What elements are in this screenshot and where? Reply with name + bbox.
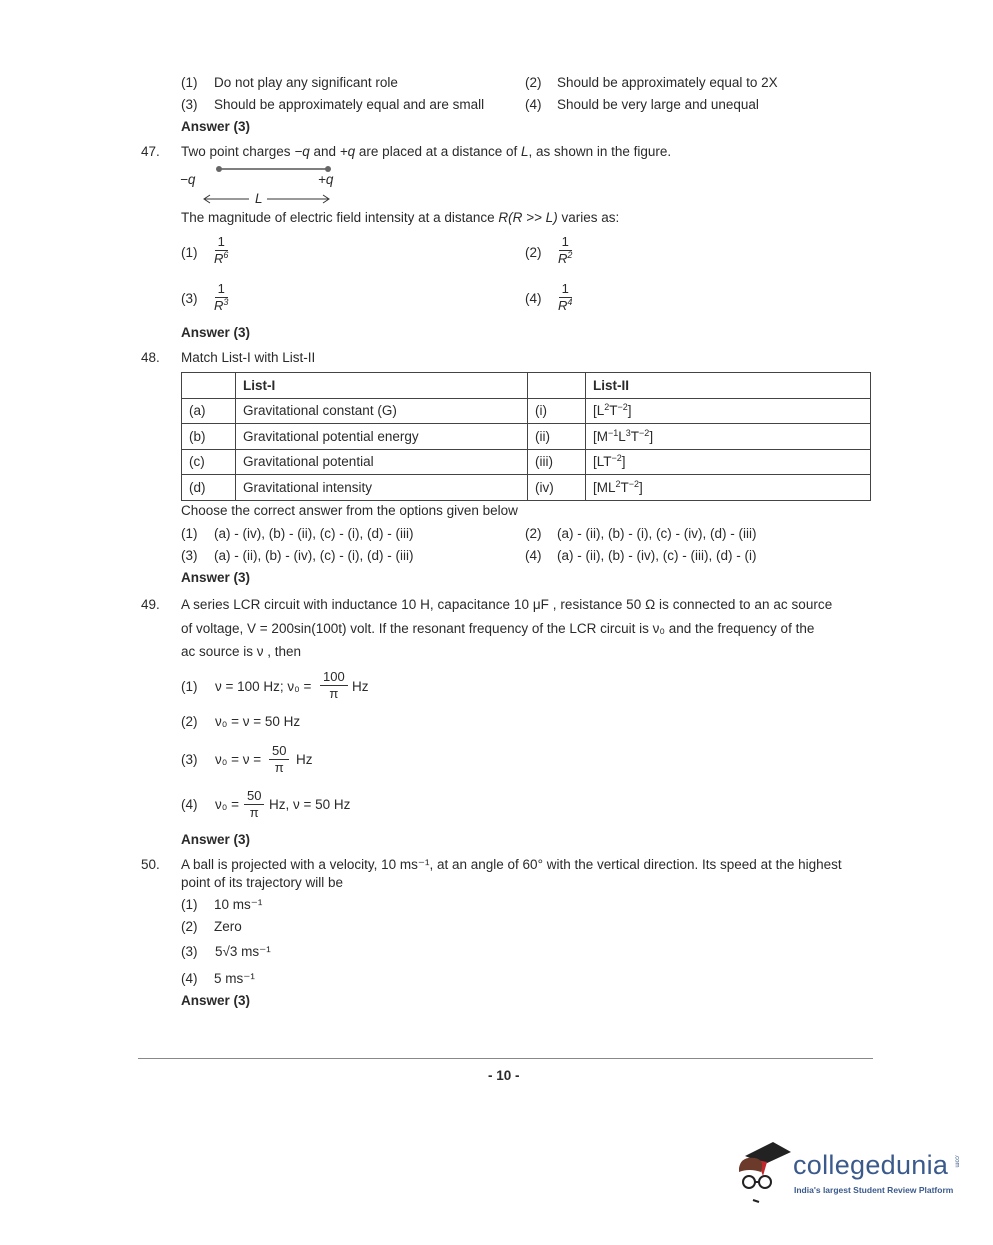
logo-com: .com	[953, 1154, 960, 1168]
logo-tagline: India's largest Student Review Platform	[794, 1185, 954, 1195]
figure-label-neg: −q	[180, 172, 196, 187]
table-row: (a) Gravitational constant (G) (i) $[L^2T^{-2}]$	[182, 398, 871, 424]
instruction: Choose the correct answer from the options given below	[181, 503, 518, 518]
page-number: - 10 -	[488, 1068, 520, 1083]
collegedunia-logo	[735, 1138, 965, 1208]
option-number: (1)	[181, 897, 198, 912]
option-text: ν = 100 Hz; ν₀ =	[215, 679, 312, 694]
option-number: (3)	[181, 291, 198, 306]
question-number: 49.	[141, 597, 160, 612]
fraction: $\frac{1}{R^6}$	[214, 234, 229, 266]
option-text: 10 ms⁻¹	[214, 897, 263, 912]
option-number: (2)	[525, 75, 542, 90]
option-number: (2)	[525, 245, 542, 260]
option-number: (4)	[525, 97, 542, 112]
option-text: (a) - (iv), (b) - (ii), (c) - (i), (d) - (iii)	[214, 526, 414, 541]
option-text: Should be approximately equal to 2X	[557, 75, 778, 90]
fraction: $\frac{1}{R^3}$	[214, 281, 229, 313]
question-text: A series LCR circuit with inductance 10 H, capacitance 10 μF , resistance 50 Ω is connected to an ac source	[181, 597, 833, 612]
option-text: (a) - (ii), (b) - (iv), (c) - (i), (d) - (iii)	[214, 548, 414, 563]
table-row: (c) Gravitational potential (iii) $[LT^{-2}]$	[182, 449, 871, 475]
question-text: Match List-I with List-II	[181, 350, 316, 365]
option-text: ν₀ =	[215, 797, 239, 812]
option-number: (1)	[181, 679, 198, 694]
table-row: (b) Gravitational potential energy (ii) $[M^{-1}L^3T^{-2}]$	[182, 424, 871, 450]
question-text: Two point charges −q and +q are placed at a distance of L, as shown in the figure.	[181, 144, 672, 159]
fraction: $\frac{50}{\pi}$	[269, 743, 289, 776]
option-number: (3)	[181, 97, 198, 112]
answer: Answer (3)	[181, 570, 251, 585]
question-text: of voltage, V = 200sin(100t) volt. If the resonant frequency of the LCR circuit is ν₀ and the frequency of the	[181, 621, 815, 636]
option-text: (a) - (ii), (b) - (iv), (c) - (iii), (d) - (i)	[557, 548, 757, 563]
option-number: (4)	[181, 971, 198, 986]
question-prompt: The magnitude of electric field intensity at a distance R(R >> L) varies as:	[181, 210, 620, 225]
answer: Answer (3)	[181, 325, 251, 340]
mascot-icon	[735, 1138, 795, 1204]
option-number: (3)	[181, 548, 198, 563]
option-text: (a) - (ii), (b) - (i), (c) - (iv), (d) - (iii)	[557, 526, 757, 541]
option-number: (4)	[525, 548, 542, 563]
match-table	[181, 372, 871, 501]
option-text: Zero	[214, 919, 242, 934]
question-number: 47.	[141, 144, 160, 159]
option-number: (1)	[181, 526, 198, 541]
figure-label-pos: +q	[318, 172, 334, 187]
option-text: Should be approximately equal and are small	[214, 97, 485, 112]
option-text: Should be very large and unequal	[557, 97, 759, 112]
fraction: $\frac{100}{\pi}$	[320, 669, 348, 702]
option-number: (3)	[181, 944, 198, 959]
option-text: Do not play any significant role	[214, 75, 398, 90]
question-number: 50.	[141, 857, 160, 872]
fraction: $\frac{1}{R^4}$	[558, 281, 573, 313]
negative-charge-dot	[216, 166, 222, 172]
option-number: (2)	[525, 526, 542, 541]
answer: Answer (3)	[181, 119, 251, 134]
option-unit: Hz	[352, 679, 369, 694]
table-row: (d) Gravitational intensity (iv) $[ML^2T^{-2}]$	[182, 475, 871, 501]
option-number: (3)	[181, 752, 198, 767]
question-text: A ball is projected with a velocity, 10 ms⁻¹, at an angle of 60° with the vertical direction. Its speed at the highest	[181, 857, 842, 872]
option-number: (4)	[525, 291, 542, 306]
option-number: (4)	[181, 797, 198, 812]
option-number: (1)	[181, 245, 198, 260]
option-text: ν₀ = ν =	[215, 752, 262, 767]
option-number: (1)	[181, 75, 198, 90]
footer-divider	[138, 1058, 873, 1059]
fraction: $\frac{1}{R^2}$	[558, 234, 573, 266]
option-text: ν₀ = ν = 50 Hz	[215, 714, 301, 729]
logo-wordmark: collegedunia	[793, 1150, 949, 1180]
answer: Answer (3)	[181, 993, 251, 1008]
option-unit: Hz, ν = 50 Hz	[269, 797, 351, 812]
question-text: point of its trajectory will be	[181, 875, 344, 890]
option-unit: Hz	[296, 752, 313, 767]
option-number: (2)	[181, 919, 198, 934]
option-text: 5 ms⁻¹	[214, 971, 255, 986]
table-header: List-I List-II	[182, 373, 871, 399]
fraction: $\frac{50}{\pi}$	[244, 788, 264, 821]
question-text: ac source is ν , then	[181, 644, 302, 659]
answer: Answer (3)	[181, 832, 251, 847]
figure-label-L: L	[255, 191, 263, 206]
option-number: (2)	[181, 714, 198, 729]
question-number: 48.	[141, 350, 160, 365]
option-text: 5√3 ms⁻¹	[215, 944, 271, 959]
